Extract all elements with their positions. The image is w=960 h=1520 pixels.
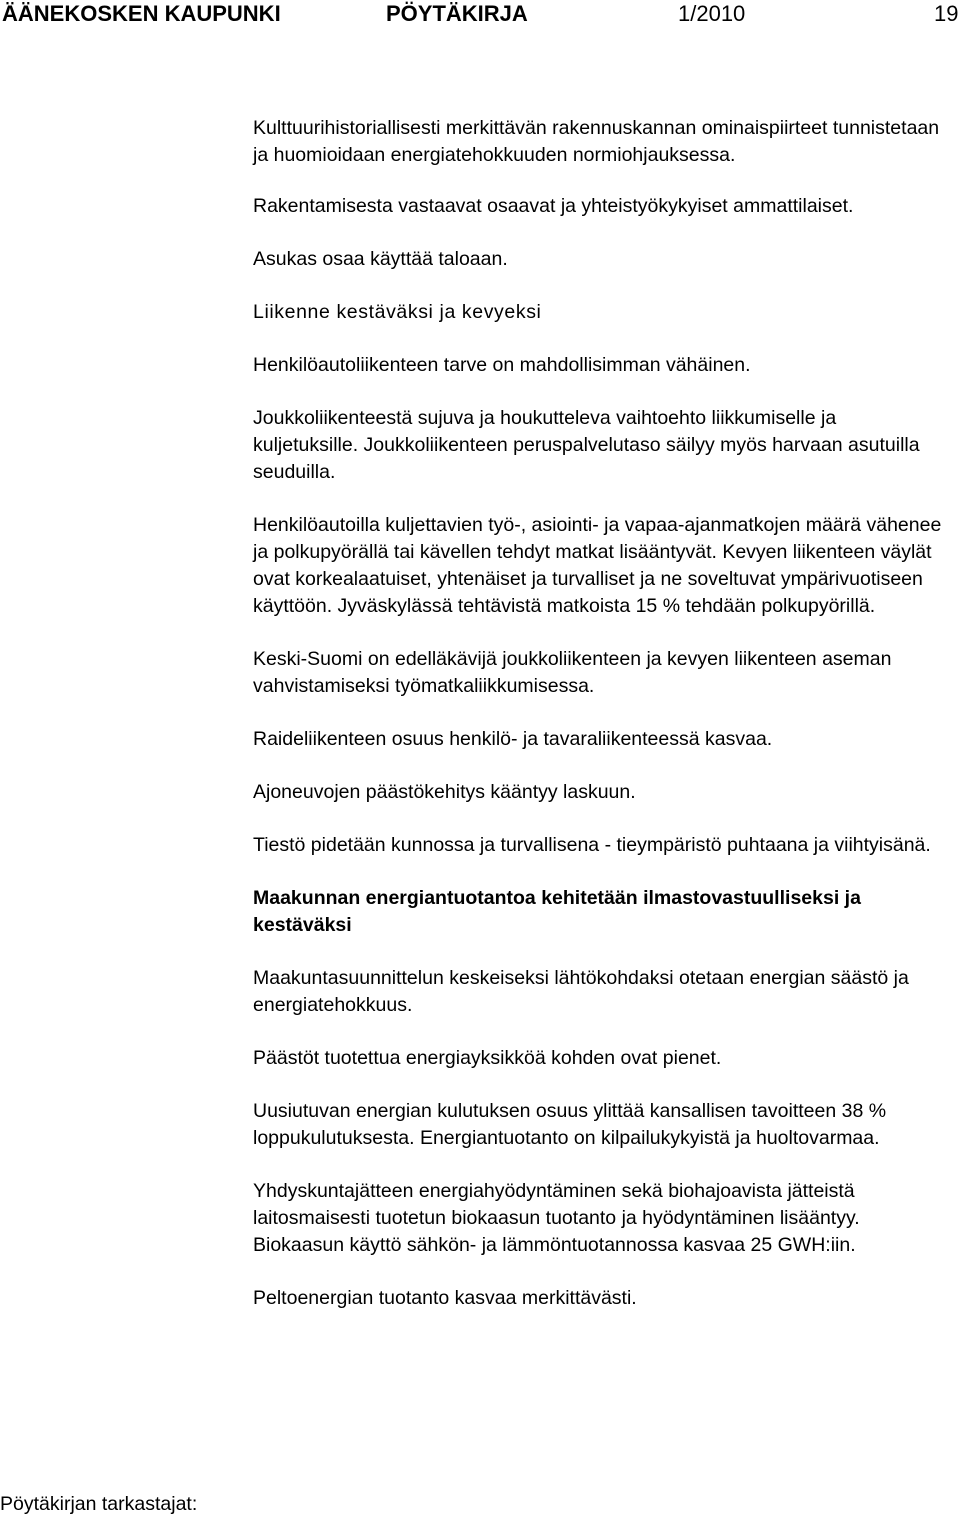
paragraph-renewable-energy: Uusiutuvan energian kulutuksen osuus ylittää kansallisen tavoitteen 38 % loppukulutuksesta. Energiantuotanto on kilpailukykyistä ja huoltovarmaa. bbox=[253, 1100, 887, 1149]
paragraph-public-transport: Joukkoliikenteestä sujuva ja houkutteleva vaihtoehto liikkumiselle ja kuljetuksille. Joukkoliikenteen peruspalvelutaso säilyy myös harvaan asutuilla seuduilla. bbox=[253, 407, 920, 483]
paragraph-biogas: Yhdyskuntajätteen energiahyödyntäminen sekä biohajoavista jätteistä laitosmaisesti tuotetun biokaasun tuotanto ja hyödyntäminen lisääntyy. Biokaasun käyttö sähkön- ja lämmöntuotannossa kasvaa 25 GWH:iin. bbox=[253, 1180, 860, 1256]
paragraph-resident-skills: Asukas osaa käyttää taloaan. bbox=[253, 248, 508, 270]
paragraph-energy-saving: Maakuntasuunnittelun keskeiseksi lähtökohdaksi otetaan energian säästö ja energiatehokkuus. bbox=[253, 967, 909, 1016]
page-header bbox=[0, 0, 960, 30]
document-number: 1/2010 bbox=[678, 1, 746, 26]
paragraph-cultural-heritage: Kulttuurihistoriallisesti merkittävän rakennuskannan ominaispiirteet tunnistetaan ja huomioidaan energiatehokkuuden normiohjauksessa. bbox=[253, 117, 940, 166]
document-type: PÖYTÄKIRJA bbox=[386, 1, 528, 26]
paragraph-field-energy: Peltoenergian tuotanto kasvaa merkittävästi. bbox=[253, 1287, 637, 1309]
document-body bbox=[253, 115, 943, 1338]
paragraph-vehicle-emissions: Ajoneuvojen päästökehitys kääntyy laskuun. bbox=[253, 781, 636, 803]
paragraph-car-traffic: Henkilöautoliikenteen tarve on mahdollisimman vähäinen. bbox=[253, 354, 751, 376]
section-heading-energy: Maakunnan energiantuotantoa kehitetään ilmastovastuulliseksi ja kestäväksi bbox=[253, 887, 861, 936]
page-number: 19 bbox=[934, 1, 959, 26]
paragraph-rail-traffic: Raideliikenteen osuus henkilö- ja tavaraliikenteessä kasvaa. bbox=[253, 728, 773, 750]
paragraph-emissions-per-unit: Päästöt tuotettua energiayksikköä kohden ovat pienet. bbox=[253, 1047, 722, 1069]
paragraph-construction-professionals: Rakentamisesta vastaavat osaavat ja yhteistyökykyiset ammattilaiset. bbox=[253, 195, 854, 217]
paragraph-road-network: Tiestö pidetään kunnossa ja turvallisena - tieympäristö puhtaana ja viihtyisänä. bbox=[253, 834, 931, 856]
footer-reviewers-label: Pöytäkirjan tarkastajat: bbox=[0, 1493, 198, 1515]
organization-name: ÄÄNEKOSKEN KAUPUNKI bbox=[2, 1, 281, 26]
paragraph-keski-suomi: Keski-Suomi on edelläkävijä joukkoliikenteen ja kevyen liikenteen aseman vahvistamiseksi työmatkaliikkumisessa. bbox=[253, 648, 892, 697]
section-heading-traffic: Liikenne kestäväksi ja kevyeksi bbox=[253, 301, 542, 323]
paragraph-light-traffic: Henkilöautoilla kuljettavien työ-, asiointi- ja vapaa-ajanmatkojen määrä vähenee ja polkupyörällä tai kävellen tehdyt matkat lisääntyvät. Kevyen liikenteen väylät ovat korkealaatuiset, yhtenäiset ja turvalliset ja ne soveltuvat ympärivuotiseen käyttöön. Jyväskylässä tehtävistä matkoista 15 % tehdään polkupyörillä. bbox=[253, 514, 942, 617]
